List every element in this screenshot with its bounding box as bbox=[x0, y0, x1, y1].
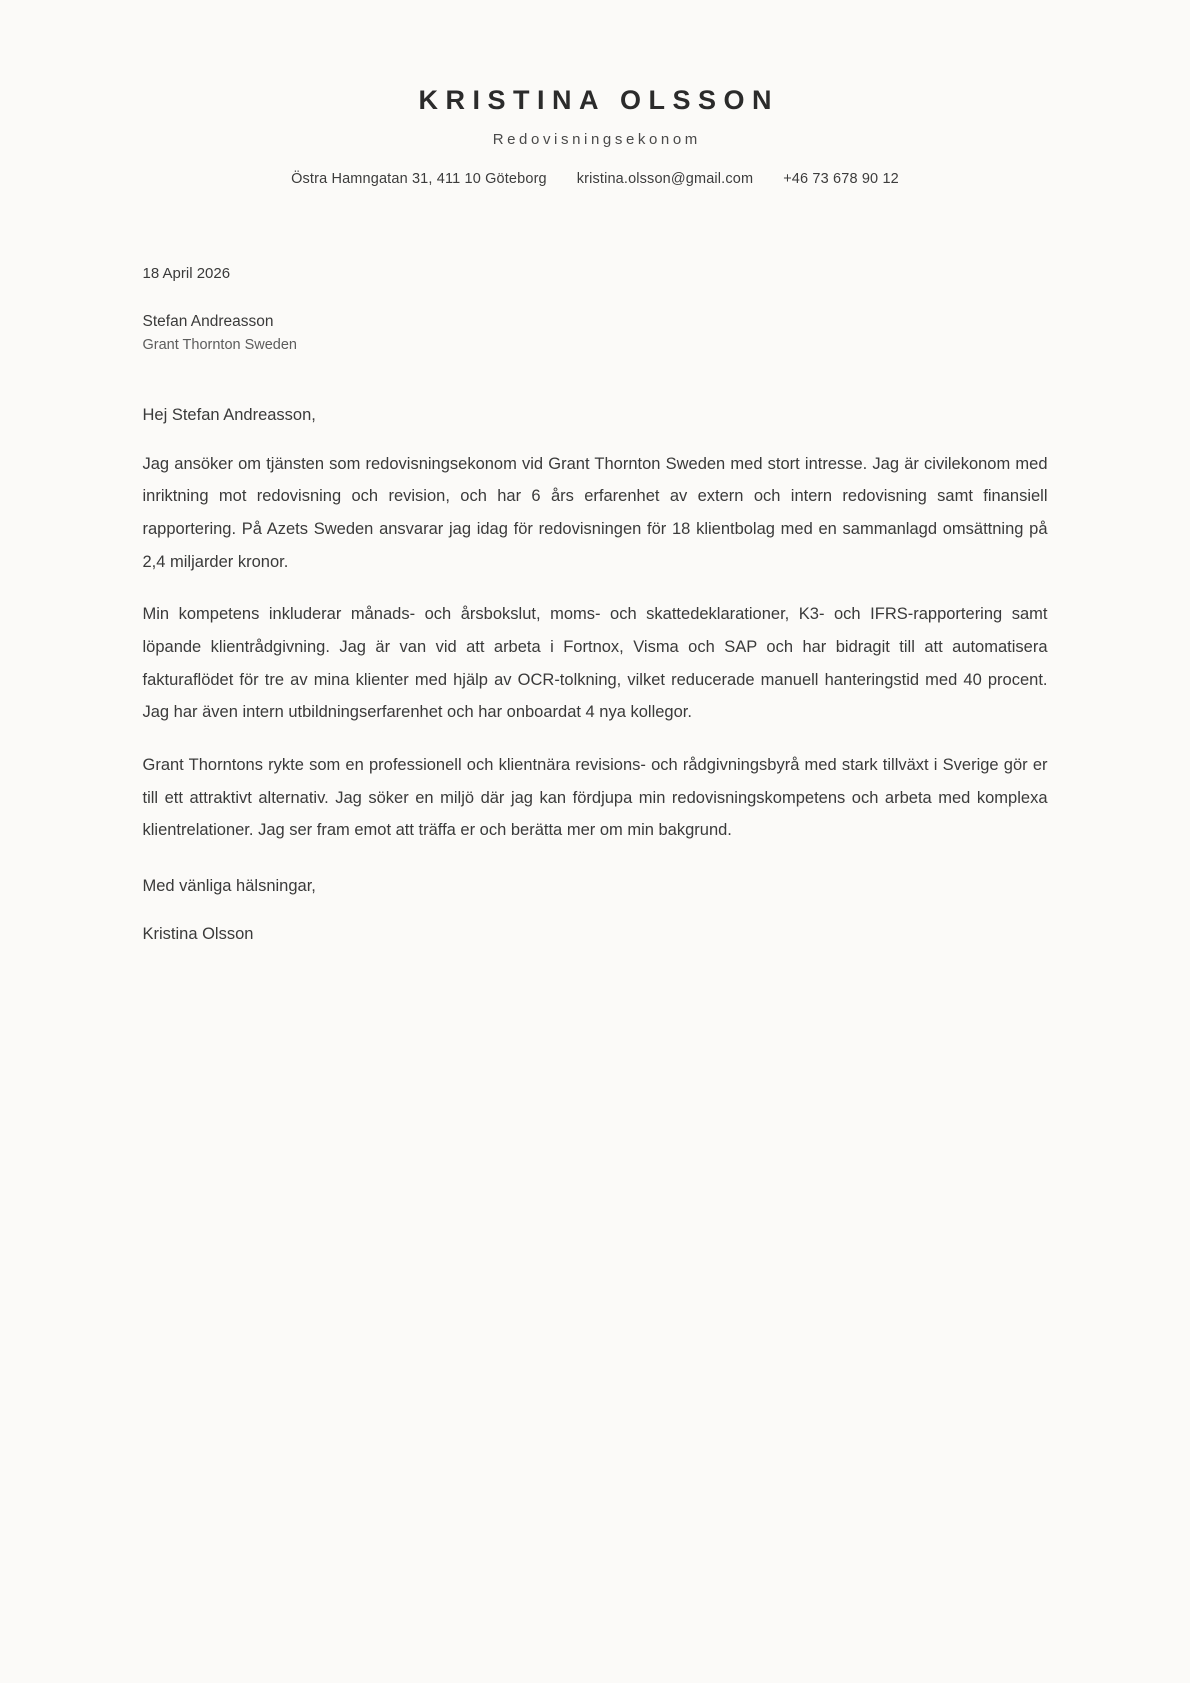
letter-header bbox=[0, 0, 1190, 187]
recipient-company: Grant Thornton Sweden bbox=[142, 337, 297, 354]
candidate-job-title: Redovisningsekonom bbox=[492, 131, 701, 149]
letter-body bbox=[143, 263, 1048, 947]
salutation: Hej Stefan Andreasson, bbox=[142, 405, 316, 424]
body-paragraph-1: Jag ansöker om tjänsten som redovisningsekonom vid Grant Thornton Sweden med stort intresse. Jag är civilekonom med inriktning mot redovisning och revision, och har 6 års erfarenhet av extern och intern redovisning samt finansiell rapportering. På Azets Sweden ansvarar jag idag för redovisningen för 18 klientbolag med en sammanlagd omsättning på 2,4 miljarder kronor. bbox=[142, 454, 1048, 571]
letter-date: 18 April 2026 bbox=[142, 265, 231, 283]
recipient-block bbox=[143, 310, 1048, 356]
recipient-name: Stefan Andreasson bbox=[142, 313, 274, 331]
signature-name: Kristina Olsson bbox=[142, 925, 254, 944]
closing-line: Med vänliga hälsningar, bbox=[142, 876, 316, 895]
contact-row bbox=[0, 171, 1190, 187]
contact-phone[interactable]: +46 73 678 90 12 bbox=[783, 171, 899, 188]
body-paragraph-2: Min kompetens inkluderar månads- och årsbokslut, moms- och skattedeklarationer, K3- och IFRS-rapportering samt löpande klientrådgivning. Jag är van vid att arbeta i Fortnox, Visma och SAP och har bidragit till att automatisera fakturaflödet för tre av mina klienter med hjälp av OCR-tolkning, vilket reducerade manuell hanteringstid med 40 procent. Jag har även intern utbildningserfarenhet och har onboardat 4 nya kollegor. bbox=[142, 605, 1048, 722]
contact-email[interactable]: kristina.olsson@gmail.com bbox=[576, 171, 754, 188]
body-paragraph-3: Grant Thorntons rykte som en professionell och klientnära revisions- och rådgivningsbyrå med stark tillväxt i Sverige gör er till ett attraktivt alternativ. Jag söker en miljö där jag kan fördjupa min redovisningskompetens och arbeta med komplexa klientrelationer. Jag ser fram emot att träffa er och berätta mer om min bakgrund. bbox=[142, 755, 1048, 840]
page-title: KRISTINA OLSSON bbox=[418, 85, 779, 115]
contact-address: Östra Hamngatan 31, 411 10 Göteborg bbox=[291, 171, 547, 188]
